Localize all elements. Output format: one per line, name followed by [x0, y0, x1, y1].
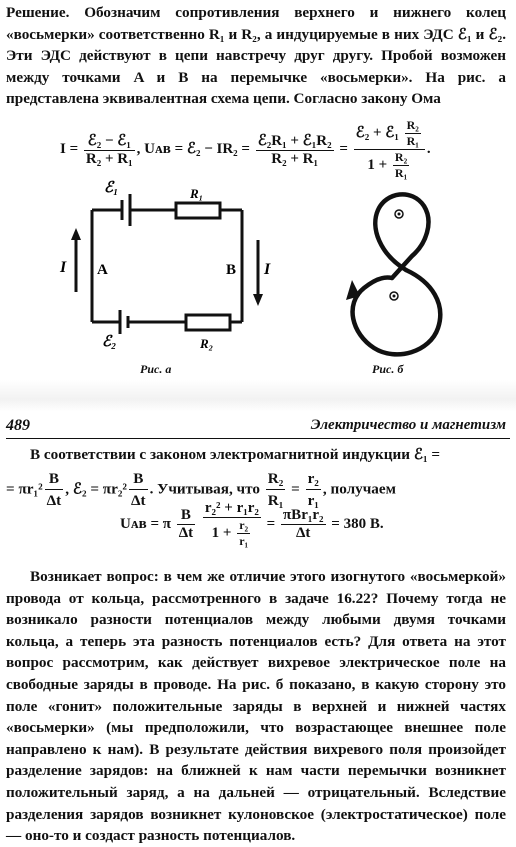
b-over-dt: [177, 507, 195, 542]
voltage-lhs: Uᴀʙ = π: [120, 515, 171, 532]
fraction-numerator: B: [129, 468, 148, 491]
fraction-numerator: B: [45, 468, 64, 491]
node-a-label: A: [97, 262, 108, 278]
emf1-expression: = πr₁²: [6, 480, 43, 498]
induction-line-1: В соответствии с законом электромагнитной индукции ℰ₁ =: [30, 446, 441, 463]
big-denominator: [354, 150, 425, 181]
current-right-label: I: [264, 261, 271, 278]
equals-sign: =: [291, 480, 300, 498]
fraction-numerator: πBr₁r₂: [282, 507, 324, 523]
solution-text: Обозначим сопротивления верхнего и нижнего колец «восьмерки» соответственно R₁ и R₂, а индуцируемые в них ЭДС ℰ₁ и ℰ₂. Эти ЭДС действуют в цепи навстречу друг другу. Пробой возможен между точками A и B на перемычке «восьмерки». На рис. а представлена эквивалентная схема цепи. Согласно закону Ома: [6, 4, 507, 108]
r2-over-r1: [237, 518, 250, 549]
equals-sign: =: [266, 515, 276, 532]
denominator-text: 1 +: [211, 524, 232, 541]
fraction-denominator: Δt: [130, 492, 146, 510]
fraction-numerator: r₂: [306, 468, 321, 491]
page-header: [6, 416, 510, 439]
fraction-numerator: B: [177, 507, 195, 525]
section-title: Электричество и магнетизм: [310, 417, 506, 433]
emf2-label: ℰ₂: [102, 334, 117, 350]
given-that-text: . Учитывая, что: [149, 480, 260, 498]
fraction-numerator: r₂: [239, 518, 249, 532]
figure-b-caption: Рис. б: [372, 362, 404, 376]
solution-paragraph: [6, 2, 506, 110]
explanation-paragraph: Возникает вопрос: в чем же отличие этого изогнутого «восьмеркой» провода от кольца, рассмотренного в задаче 16.22? Почему тогда не возникало разности потенциалов между любыми двумя точками кольца, а теперь эта разность потенциалов есть? Для ответа на этот вопрос рассмотрим, как действует вихревое электрическое поле на свободные заряды в проводе. На рис. б показано, в какую сторону это поле «гонит» положительные заряды в верхней и нижней частях «восьмерки» (мы предположили, что возрастающее внешнее поле направлено к нам). В результате действия вихревого поля произойдет разделение зарядов: на ближней к нам части перемычки возникнет положительный заряд, а на дальней — отрицательный. Вследствие разделения зарядов возникнет кулоновское (электростатическое) поле — оно-то и создаст разность потенциалов.: [6, 568, 506, 845]
voltage-fraction: [256, 131, 334, 168]
fraction-denominator: R₁: [267, 492, 284, 510]
big-denominator-ratio: [393, 150, 409, 181]
voltage-numerator: ℰ₂R₁ + ℰ₁R₂: [257, 133, 332, 149]
node-b-label: B: [226, 262, 237, 278]
big-denominator-text: 1 +: [367, 156, 388, 173]
current-fraction: [84, 131, 135, 168]
ratio-numerator: R₂: [394, 150, 408, 164]
emf1-label: ℰ₁: [104, 180, 119, 196]
result-fraction: [281, 507, 326, 542]
voltage-result: = 380 В.: [331, 515, 384, 532]
radius-denominator: [203, 518, 261, 549]
big-numerator-text: ℰ₂ + ℰ₁: [355, 124, 399, 141]
big-numerator: [354, 118, 425, 150]
voltage-denominator: R₂ + R₁: [271, 151, 319, 167]
ratio-denominator: R₁: [394, 166, 408, 180]
we-get-text: , получаем: [322, 480, 396, 498]
radius-fraction: [203, 500, 261, 549]
figure-eight-diagram: [320, 178, 470, 368]
r1-label: R₁: [190, 186, 204, 201]
r2-label: R₂: [200, 336, 214, 351]
voltage-result-formula: [120, 500, 384, 549]
fraction-denominator: Δt: [296, 525, 311, 541]
current-denominator: R₂ + R₁: [85, 151, 133, 167]
equals-sign: =: [339, 140, 348, 157]
formula-period: .: [426, 140, 431, 157]
big-fraction: [354, 118, 425, 181]
figure-a-caption: Рис. а: [140, 362, 172, 376]
fraction-denominator: r₁: [239, 534, 249, 548]
current-lhs: I =: [60, 140, 79, 157]
current-numerator: ℰ₂ − ℰ₁: [84, 131, 135, 151]
fraction-denominator: Δt: [178, 525, 194, 541]
emf2-expression: , ℰ₂ = πr₂²: [65, 480, 127, 498]
fraction-numerator: R₂: [266, 468, 286, 491]
fraction-denominator: Δt: [46, 492, 62, 510]
solution-lead: Решение.: [6, 4, 70, 21]
fraction-denominator: r₁: [307, 492, 319, 510]
b-over-dt-fraction: [45, 468, 64, 512]
current-left-label: I: [60, 259, 67, 276]
page-gap: [0, 380, 516, 412]
radius-numerator: r₂² + r₁r₂: [204, 500, 259, 516]
big-numerator-ratio: [405, 118, 421, 149]
page-number: 489: [6, 417, 30, 434]
ohm-law-formula: [60, 118, 431, 181]
ratio-denominator: R₁: [406, 134, 419, 148]
ratio-numerator: R₂: [406, 118, 419, 132]
circuit-diagram: [50, 180, 290, 380]
voltage-expression: , Uᴀʙ = ℰ₂ − IR₂ =: [136, 140, 250, 157]
